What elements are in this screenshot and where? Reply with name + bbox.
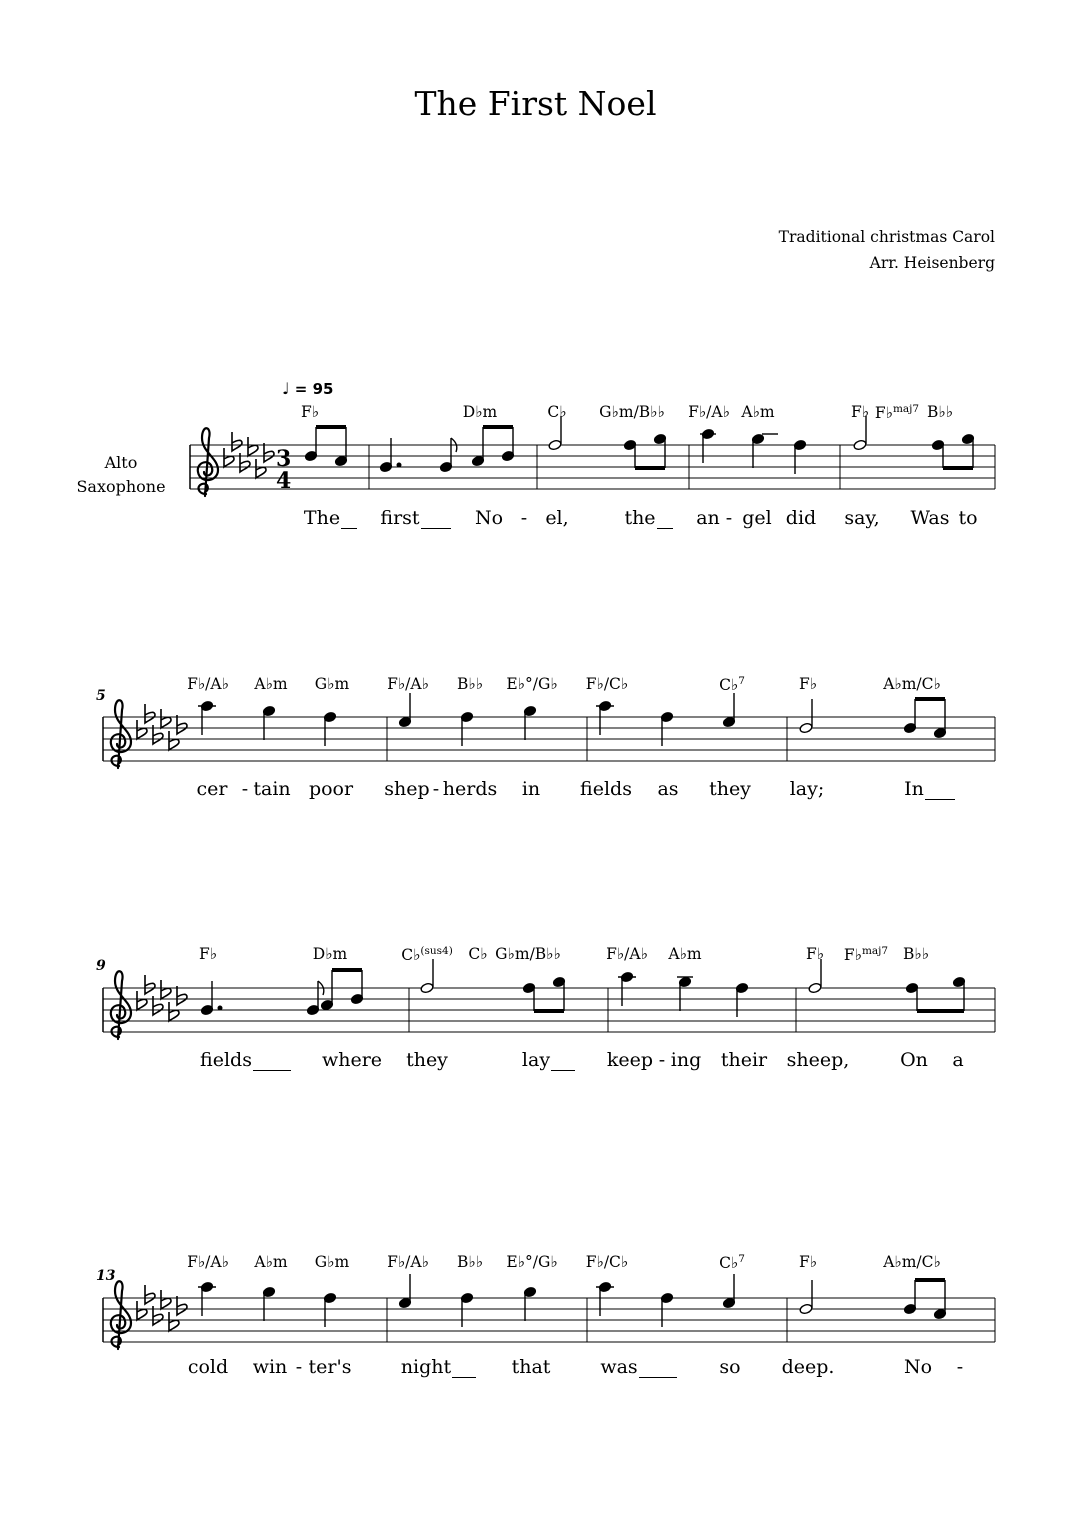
chord-symbol — [468, 945, 487, 963]
chord-root: D♭m — [462, 403, 498, 421]
chord-symbol — [719, 1253, 745, 1272]
arranger: Arr. Heisenberg — [869, 254, 995, 272]
lyric-syllable: keep — [606, 1049, 654, 1071]
chord-symbol — [851, 403, 869, 421]
measure-number: 13 — [96, 1268, 116, 1284]
lyric-syllable: their — [720, 1049, 768, 1071]
lyric-hyphen: - — [241, 778, 249, 800]
chord-symbol — [599, 403, 665, 421]
chord-root: A♭m — [668, 945, 702, 963]
chord-root: F♭/A♭ — [387, 1253, 429, 1271]
chord-symbol — [927, 403, 953, 421]
instrument-name-line-1: Alto — [104, 453, 138, 472]
chord-root: F♭/C♭ — [585, 1253, 629, 1271]
chord-symbol — [586, 675, 628, 693]
chord-symbol — [903, 945, 929, 963]
chord-root: B♭♭ — [926, 403, 954, 421]
chord-symbol — [301, 403, 319, 421]
lyric-syllable: first — [380, 507, 420, 529]
lyric-syllable: No — [903, 1356, 933, 1378]
lyric-syllable: in — [521, 778, 541, 800]
lyric-hyphen: - — [725, 507, 733, 529]
chord-symbol — [668, 945, 701, 963]
chord-root: F♭/A♭ — [688, 403, 730, 421]
chord-symbol — [799, 1253, 817, 1271]
lyric-syllable: that — [511, 1356, 551, 1378]
chord-root: F♭ — [874, 404, 893, 422]
quarter-note-icon: ♩ — [282, 379, 290, 398]
chord-symbol — [313, 945, 347, 963]
chord-root: B♭♭ — [902, 945, 930, 963]
lyric-extender — [253, 1070, 291, 1071]
lyric-syllable: where — [321, 1049, 383, 1071]
chord-root: D♭m — [312, 945, 348, 963]
chord-symbol — [315, 675, 349, 693]
staff-system-4 — [103, 1274, 995, 1349]
lyric-syllable: they — [406, 1049, 448, 1071]
chord-extension: maj7 — [892, 403, 920, 415]
lyric-hyphen: - — [432, 778, 440, 800]
instrument-name-line-2: Saxophone — [76, 477, 166, 496]
time-sig-bottom: 4 — [276, 468, 292, 494]
lyric-extender — [657, 528, 673, 529]
chord-root: C♭ — [719, 676, 739, 694]
chord-root: B♭♭ — [456, 1253, 484, 1271]
chord-symbol — [187, 1253, 229, 1271]
chord-extension: (sus4) — [420, 945, 453, 957]
lyric-syllable: ter's — [308, 1356, 352, 1378]
chord-symbol — [799, 675, 817, 693]
lyric-syllable: was — [600, 1356, 638, 1378]
lyric-extender — [925, 799, 955, 800]
lyric-syllable: el, — [545, 507, 569, 529]
chord-root: G♭m — [314, 675, 350, 693]
lyric-extender — [452, 1377, 476, 1378]
chord-symbol — [387, 1253, 429, 1271]
chord-root: F♭ — [798, 675, 818, 693]
lyric-extender — [639, 1377, 677, 1378]
chord-symbol — [719, 675, 745, 694]
staff-system-1 — [190, 416, 995, 496]
composer: Traditional christmas Carol — [778, 228, 995, 246]
chord-symbol — [844, 945, 888, 964]
chord-symbol — [401, 945, 453, 964]
chord-root: F♭/C♭ — [585, 675, 629, 693]
chord-root: F♭ — [850, 403, 870, 421]
chord-symbol — [315, 1253, 349, 1271]
chord-root: F♭ — [843, 946, 862, 964]
chord-symbol — [741, 403, 774, 421]
lyric-extender — [341, 528, 357, 529]
measure-number: 5 — [96, 688, 106, 704]
lyric-syllable: sheep, — [786, 1049, 850, 1071]
chord-root: F♭/A♭ — [187, 1253, 229, 1271]
lyric-syllable: lay — [521, 1049, 551, 1071]
chord-symbol — [806, 945, 824, 963]
lyric-syllable: cold — [187, 1356, 229, 1378]
chord-symbol — [688, 403, 730, 421]
chord-root: E♭°/G♭ — [506, 1253, 558, 1271]
chord-root: A♭m — [254, 1253, 288, 1271]
chord-symbol — [457, 1253, 483, 1271]
chord-root: B♭♭ — [456, 675, 484, 693]
lyric-syllable: lay; — [789, 778, 825, 800]
staff-system-3 — [103, 959, 995, 1039]
chord-symbol — [875, 403, 919, 422]
chord-symbol — [187, 675, 229, 693]
chord-root: F♭ — [198, 945, 218, 963]
chord-root: G♭m/B♭♭ — [599, 403, 665, 421]
lyric-syllable: a — [952, 1049, 964, 1071]
chord-root: G♭m/B♭♭ — [495, 945, 561, 963]
lyric-extender — [551, 1070, 575, 1071]
lyric-syllable: did — [785, 507, 817, 529]
chord-symbol — [457, 675, 483, 693]
chord-root: C♭ — [547, 403, 567, 421]
lyric-syllable: ing — [670, 1049, 702, 1071]
chord-root: F♭ — [798, 1253, 818, 1271]
lyric-hyphen: - — [956, 1356, 964, 1378]
chord-root: A♭m/C♭ — [883, 1253, 941, 1271]
lyric-hyphen: - — [520, 507, 528, 529]
lyric-syllable: to — [958, 507, 978, 529]
lyric-syllable: fields — [200, 1049, 252, 1071]
lyric-syllable: say, — [844, 507, 880, 529]
lyric-hyphen: - — [658, 1049, 666, 1071]
staff-system-2 — [103, 693, 995, 768]
chord-root: A♭m — [741, 403, 775, 421]
chord-root: F♭/A♭ — [387, 675, 429, 693]
chord-root: G♭m — [314, 1253, 350, 1271]
chord-extension: 7 — [738, 675, 745, 687]
lyric-hyphen: - — [295, 1356, 303, 1378]
tempo-value: = 95 — [294, 380, 334, 398]
lyric-syllable: cer — [196, 778, 228, 800]
measure-number: 9 — [96, 958, 106, 974]
chord-root: A♭m — [254, 675, 288, 693]
lyric-syllable: deep. — [781, 1356, 835, 1378]
chord-symbol — [463, 403, 497, 421]
time-sig-top: 3 — [276, 446, 292, 472]
chord-root: F♭ — [805, 945, 825, 963]
chord-root: F♭ — [300, 403, 320, 421]
lyric-syllable: In — [904, 778, 924, 800]
lyric-syllable: herds — [442, 778, 498, 800]
lyric-syllable: night — [400, 1356, 452, 1378]
lyric-syllable: an — [696, 507, 720, 529]
chord-symbol — [883, 675, 941, 693]
lyric-syllable: The — [303, 507, 341, 529]
chord-root: F♭/A♭ — [606, 945, 648, 963]
chord-symbol — [254, 675, 287, 693]
lyric-syllable: No — [474, 507, 504, 529]
lyric-syllable: win — [252, 1356, 288, 1378]
lyric-syllable: gel — [742, 507, 772, 529]
chord-symbol — [883, 1253, 941, 1271]
chord-extension: 7 — [738, 1253, 745, 1265]
lyric-syllable: Was — [910, 507, 950, 529]
lyric-syllable: shep — [384, 778, 430, 800]
lyric-syllable: so — [719, 1356, 741, 1378]
chord-root: E♭°/G♭ — [506, 675, 558, 693]
chord-extension: maj7 — [861, 945, 889, 957]
chord-root: F♭/A♭ — [187, 675, 229, 693]
chord-symbol — [495, 945, 561, 963]
chord-symbol — [506, 1253, 557, 1271]
chord-symbol — [254, 1253, 287, 1271]
lyric-syllable: On — [900, 1049, 928, 1071]
chord-symbol — [387, 675, 429, 693]
chord-root: C♭ — [468, 945, 488, 963]
chord-symbol — [199, 945, 217, 963]
lyric-syllable: fields — [580, 778, 632, 800]
chord-symbol — [547, 403, 566, 421]
lyric-syllable: poor — [308, 778, 354, 800]
lyric-extender — [421, 528, 451, 529]
lyric-syllable: they — [709, 778, 751, 800]
lyric-syllable: as — [657, 778, 679, 800]
chord-symbol — [506, 675, 557, 693]
chord-root: C♭ — [719, 1254, 739, 1272]
chord-root: A♭m/C♭ — [883, 675, 941, 693]
chord-symbol — [606, 945, 648, 963]
chord-symbol — [586, 1253, 628, 1271]
score-title: The First Noel — [414, 84, 657, 123]
chord-root: C♭ — [401, 946, 421, 964]
lyric-syllable: tain — [253, 778, 291, 800]
lyric-syllable: the — [624, 507, 656, 529]
